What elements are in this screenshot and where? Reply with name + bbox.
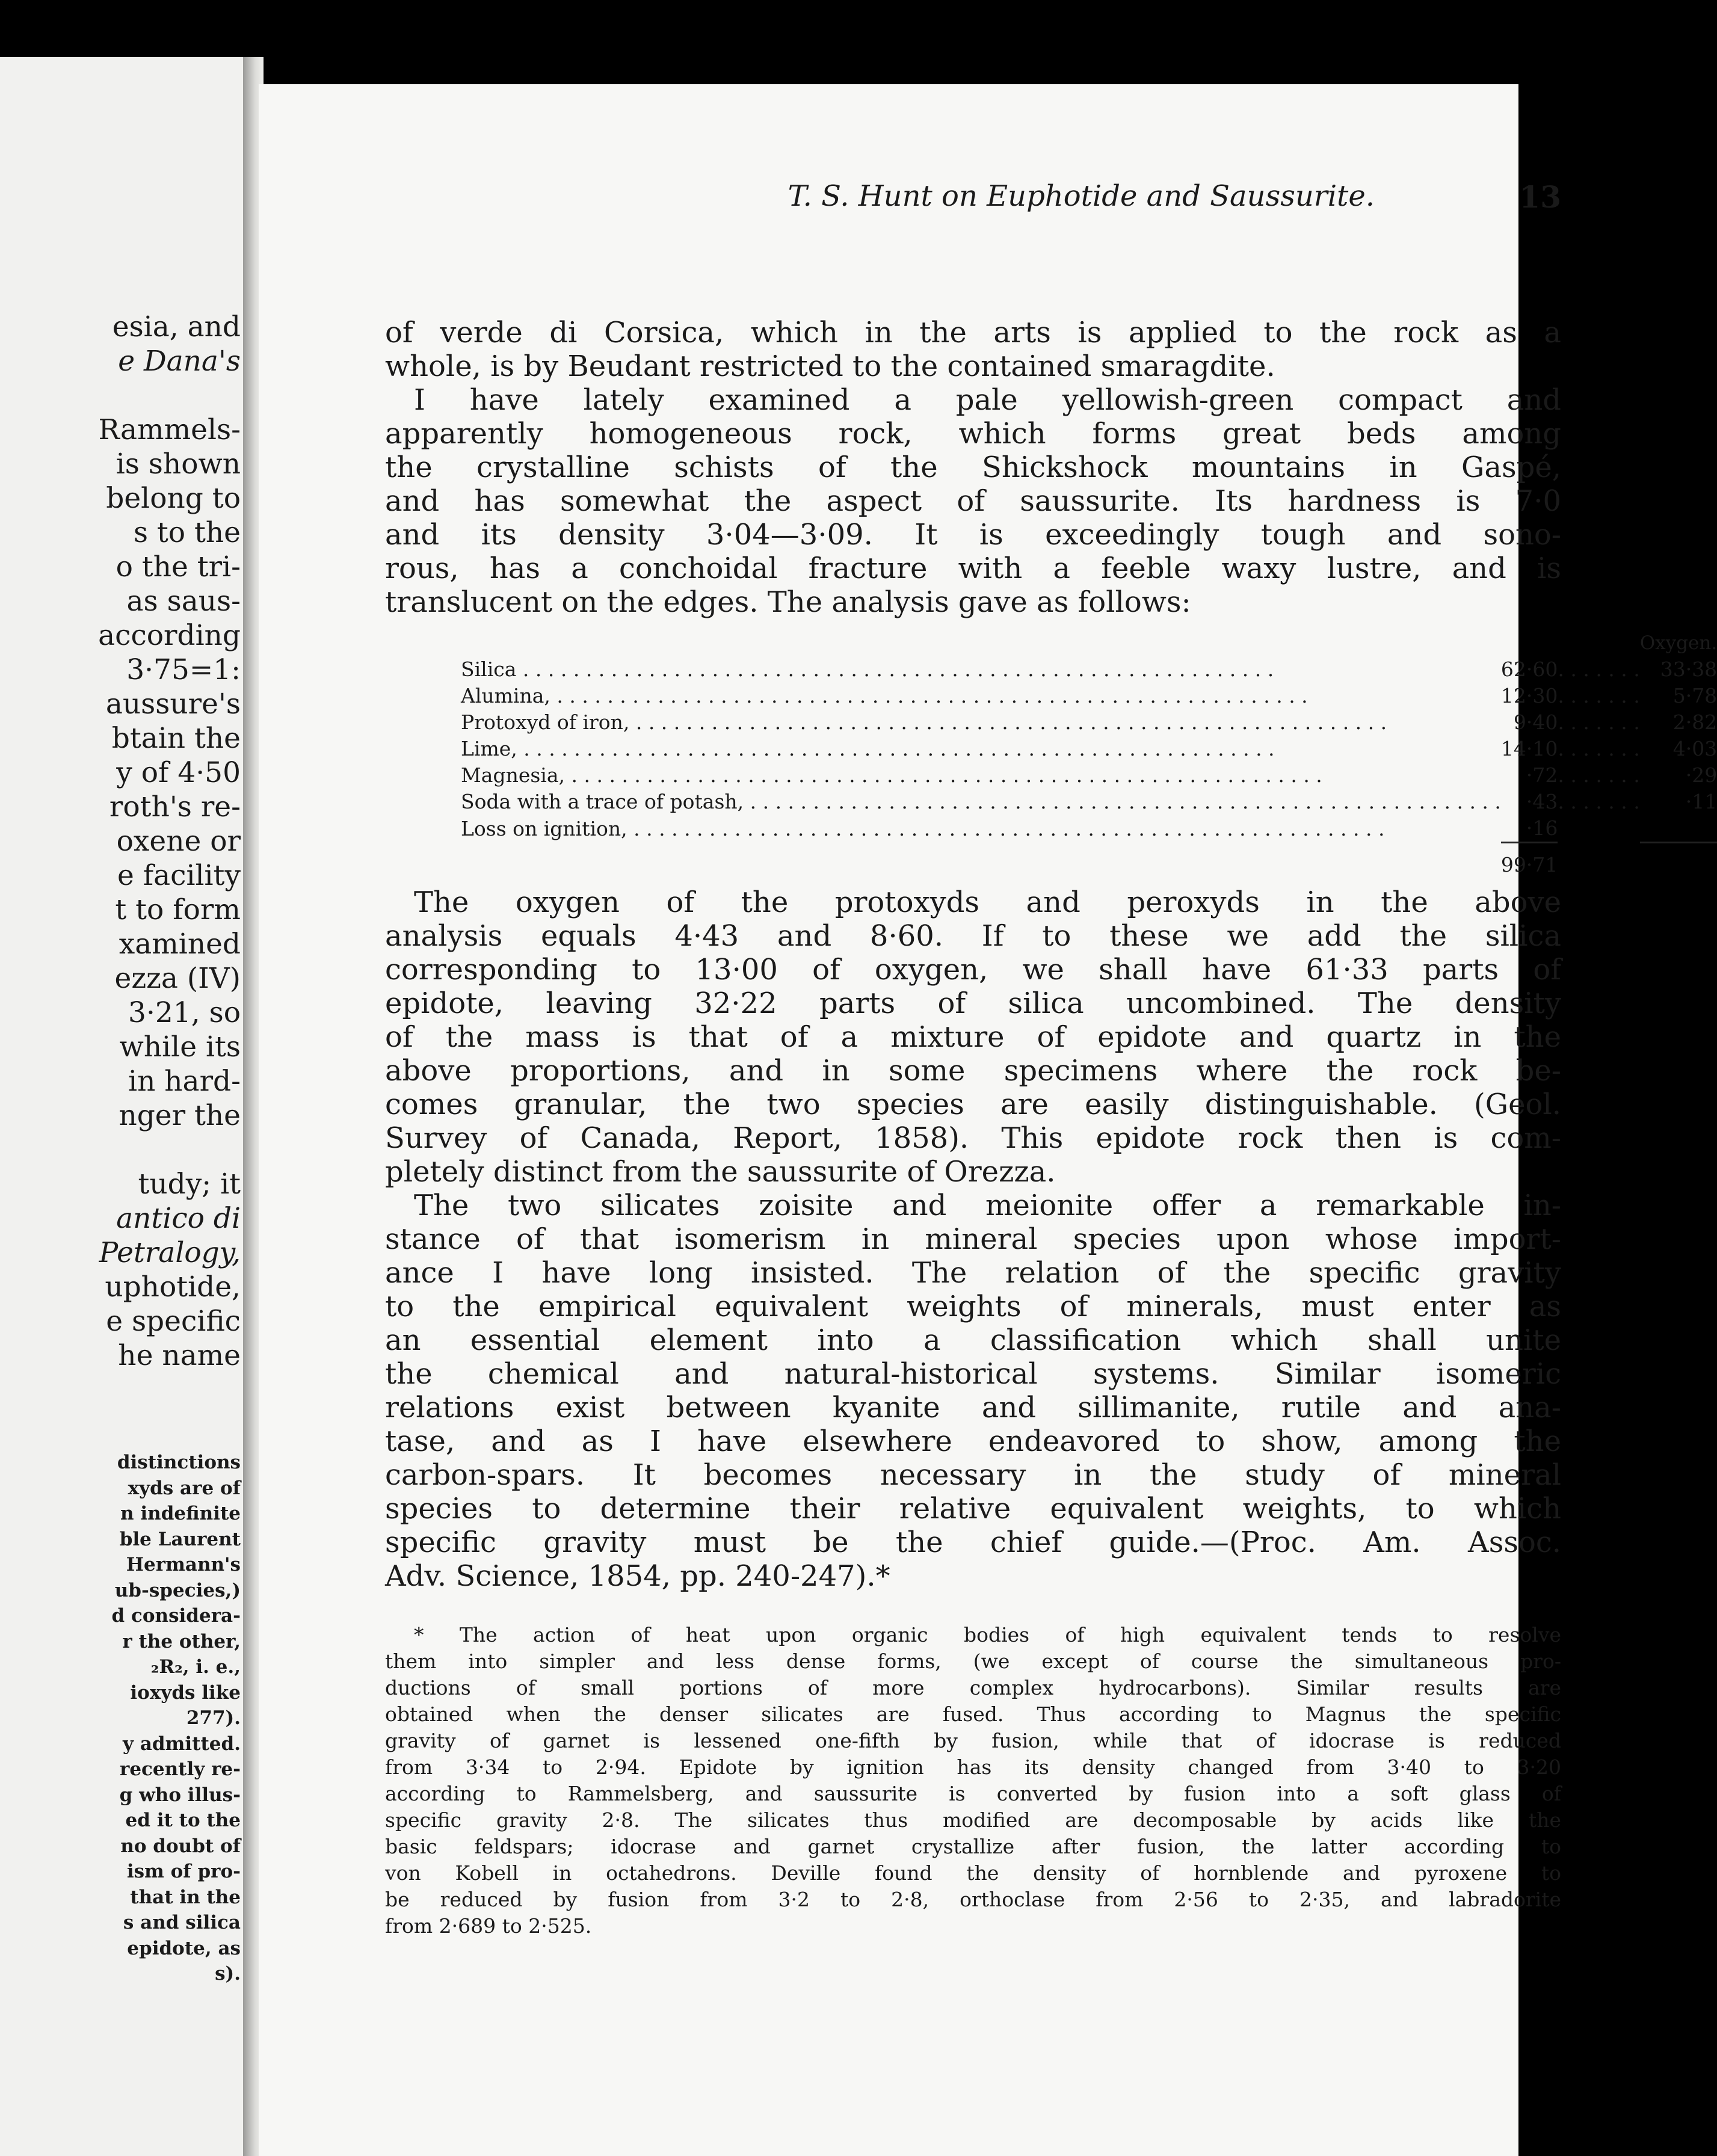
left-line: nger the [119,1099,241,1132]
footnote-line: specific gravity 2·8. The silicates thus modified are decomposable by acids like the [385,1808,1561,1832]
page-number: 13 [1519,179,1561,215]
left-note-line: ioxyds like [130,1681,241,1704]
footnote-line: * The action of heat upon organic bodies of high equivalent tends to resolve [414,1623,1561,1646]
component-percent: 14·10 [1500,737,1558,760]
left-line: xamined [119,928,241,961]
footnote-line: from 3·34 to 2·94. Epidote by ignition has its density changed from 3·40 to 3·20 [385,1755,1561,1779]
table-total-row [461,852,1717,878]
text-line: stance of that isomerism in mineral species upon whose import- [385,1222,1561,1256]
dot-leader: . . . . . . . [1558,737,1640,760]
component-name: Silica . . . [461,656,1501,683]
component-oxygen: 2·82 [1672,710,1717,734]
running-title: T. S. Hunt on Euphotide and Saussurite. [788,179,1375,213]
text-line: analysis equals 4·43 and 8·60. If to these we add the silica [385,919,1561,953]
paragraph [385,383,1561,619]
left-page-text [12,310,241,1373]
left-note-line: y admitted. [123,1732,241,1755]
left-note-line: ub-species,) [114,1579,241,1601]
text-line: carbon-spars. It becomes necessary in the study of mineral [385,1458,1561,1492]
paragraph [385,886,1561,1189]
left-line: he name [118,1339,241,1372]
table-rule-row [461,843,1717,852]
left-note-line: ₂R₂, i. e., [150,1656,241,1678]
table-header-row [461,630,1717,656]
left-line: belong to [106,482,241,515]
total-percent: 99·71 [1500,853,1558,876]
left-note-line: no doubt of [120,1835,241,1857]
sum-rule [1501,843,1558,852]
left-line: 3·21, so [128,996,241,1029]
component-name: Alumina, . . . [461,683,1501,709]
left-line: roth's re- [109,790,241,824]
left-note-line: g who illus- [119,1784,241,1806]
footnote-line: them into simpler and less dense forms, (we except of course the simultaneous pro- [385,1649,1561,1673]
left-note-line: epidote, as [127,1937,241,1959]
text-line: corresponding to 13·00 of oxygen, we shall have 61·33 parts of [385,953,1561,987]
footnote-line: according to Rammelsberg, and saussurite is converted by fusion into a soft glass of [385,1782,1561,1805]
component-oxygen: 33·38 [1660,658,1717,681]
left-line: e facility [117,859,241,892]
left-line: aussure's [105,688,241,721]
left-line: is shown [116,448,241,481]
left-note-line: 277). [186,1707,241,1729]
component-name: Magnesia, . . . [461,762,1501,789]
component-oxygen: 5·78 [1672,684,1717,707]
page-body [385,316,1717,1939]
dot-leader: . . . . . . . [1558,658,1640,681]
table-row [461,709,1717,736]
component-name: Loss on ignition, . . . [461,815,1501,843]
footnote-line: obtained when the denser silicates are fused. Thus according to Magnus the specific [385,1702,1561,1726]
component-name: Protoxyd of iron, . . . [461,709,1501,736]
paragraph [385,1189,1561,1593]
text-line: ance I have long insisted. The relation of the specific gravity [385,1256,1561,1290]
dot-leader: . . . . . . . [1558,710,1640,734]
dot-leader: . . . . . . . [1558,763,1640,787]
text-line: translucent on the edges. The analysis gave as follows: [385,585,1191,619]
left-note-line: recently re- [119,1758,241,1780]
component-oxygen [1640,815,1717,843]
left-note-line: d considera- [111,1605,241,1627]
dot-leader: . . . . . . . [1558,684,1640,707]
left-note-line: ism of pro- [126,1861,241,1882]
running-head [385,179,1561,221]
left-note-line: xyds are of [128,1477,241,1499]
text-line: pletely distinct from the saussurite of Orezza. [385,1155,1056,1189]
component-percent: ·72 [1526,763,1558,787]
left-line: oxene or [116,825,241,858]
component-percent: 9·40 [1513,710,1558,734]
sum-rule [1640,843,1717,852]
left-line [12,378,241,413]
table-row [461,736,1717,762]
left-line: e specific [106,1305,241,1338]
footnote-line: be reduced by fusion from 3·2 to 2·8, orthoclase from 2·56 to 2·35, and labradorite [385,1888,1561,1911]
component-percent: ·16 [1526,816,1558,840]
component-oxygen: 4·03 [1672,737,1717,760]
left-line: antico di [116,1202,241,1235]
paragraph [385,316,1561,383]
text-line: apparently homogeneous rock, which forms great beds among [385,417,1561,451]
component-percent: 62·60 [1500,658,1558,681]
text-line: epidote, leaving 32·22 parts of silica uncombined. The density [385,987,1561,1020]
component-name: Soda with a trace of potash, . . . [461,789,1501,815]
table-row [461,683,1717,709]
text-line: above proportions, and in some specimens where the rock be- [385,1054,1561,1088]
footnote-line: von Kobell in octahedrons. Deville found the density of hornblende and pyroxene to [385,1861,1561,1885]
left-note-line: that in the [130,1886,241,1908]
text-line: the crystalline schists of the Shickshock mountains in Gaspé, [385,451,1561,484]
text-line: Adv. Science, 1854, pp. 240-247).* [385,1559,890,1593]
text-line: comes granular, the two species are easily distinguishable. (Geol. [385,1088,1561,1121]
footnote-line: basic feldspars; idocrase and garnet crystallize after fusion, the latter according to [385,1835,1561,1858]
left-line: btain the [111,722,241,755]
text-line: the chemical and natural-historical systems. Similar isomeric [385,1357,1561,1391]
left-note-line: r the other, [122,1630,241,1652]
left-line: esia, and [112,310,241,343]
right-page [259,84,1717,2156]
table-row [461,762,1717,789]
left-line: while its [119,1030,241,1064]
left-line: according [98,619,241,652]
text-line: species to determine their relative equivalent weights, to which [385,1492,1561,1526]
left-note-line: Hermann's [126,1554,241,1575]
table-row [461,789,1717,815]
left-line: as saus- [126,585,241,618]
oxygen-column-header: Oxygen. [1639,632,1717,654]
analysis-table [461,630,1717,878]
footnote-line: from 2·689 to 2·525. [385,1914,592,1938]
left-note-line: ed it to the [125,1810,241,1831]
component-percent: ·43 [1526,790,1558,813]
text-line: to the empirical equivalent weights of minerals, must enter as [385,1290,1561,1323]
left-line: y of 4·50 [116,756,241,789]
text-line: I have lately examined a pale yellowish-green compact and [414,383,1561,417]
component-oxygen: ·11 [1685,790,1717,813]
text-line: and its density 3·04—3·09. It is exceedingly tough and sono- [385,518,1561,552]
text-line: Survey of Canada, Report, 1858). This epidote rock then is com- [385,1121,1561,1155]
left-page-footnotes [12,1450,241,1987]
left-line: e Dana's [118,345,241,378]
text-line: specific gravity must be the chief guide.—(Proc. Am. Assoc. [385,1526,1561,1559]
text-line: of verde di Corsica, which in the arts is applied to the rock as a [385,316,1561,350]
text-line: an essential element into a classification which shall unite [385,1323,1561,1357]
footnote-line: gravity of garnet is lessened one-fifth by fusion, while that of idocrase is reduced [385,1729,1561,1752]
left-note-line: s). [215,1963,241,1985]
component-name: Lime, . . . [461,736,1501,762]
left-line [12,1133,241,1167]
left-line: Rammels- [98,413,241,446]
footnote [385,1622,1561,1939]
left-note-line: n indefinite [120,1503,241,1524]
text-line: whole, is by Beudant restricted to the contained smaragdite. [385,350,1275,383]
text-line: relations exist between kyanite and sillimanite, rutile and ana- [385,1391,1561,1424]
text-line: The two silicates zoisite and meionite offer a remarkable in- [414,1189,1561,1222]
text-line: The oxygen of the protoxyds and peroxyds in the above [414,886,1561,919]
left-note-line: s and silica [123,1912,241,1933]
table-row [461,815,1717,843]
text-line: tase, and as I have elsewhere endeavored to show, among the [385,1424,1561,1458]
text-line: of the mass is that of a mixture of epidote and quartz in the [385,1020,1561,1054]
left-line: s to the [133,516,241,549]
component-percent: 12·30 [1500,684,1558,707]
left-line: in hard- [128,1065,241,1098]
left-line: t to form [115,893,241,926]
left-line: Petralogy, [99,1236,241,1269]
footnote-line: ductions of small portions of more complex hydrocarbons). Similar results are [385,1676,1561,1699]
left-note-line: ble Laurent [119,1528,241,1550]
left-line: 3·75=1: [126,653,241,686]
text-line: and has somewhat the aspect of saussurite. Its hardness is 7·0 [385,484,1561,518]
text-line: rous, has a conchoidal fracture with a feeble waxy lustre, and is [385,552,1561,585]
left-page-fragment [0,57,253,2156]
left-note-line: distinctions [117,1452,241,1473]
table-row [461,656,1717,683]
left-line: uphotide, [105,1270,241,1304]
left-line: o the tri- [116,550,241,584]
dot-leader: . . . . . . . [1558,790,1640,813]
component-oxygen: ·29 [1685,763,1717,787]
left-line: ezza (IV) [114,962,241,995]
left-line: tudy; it [138,1168,241,1201]
